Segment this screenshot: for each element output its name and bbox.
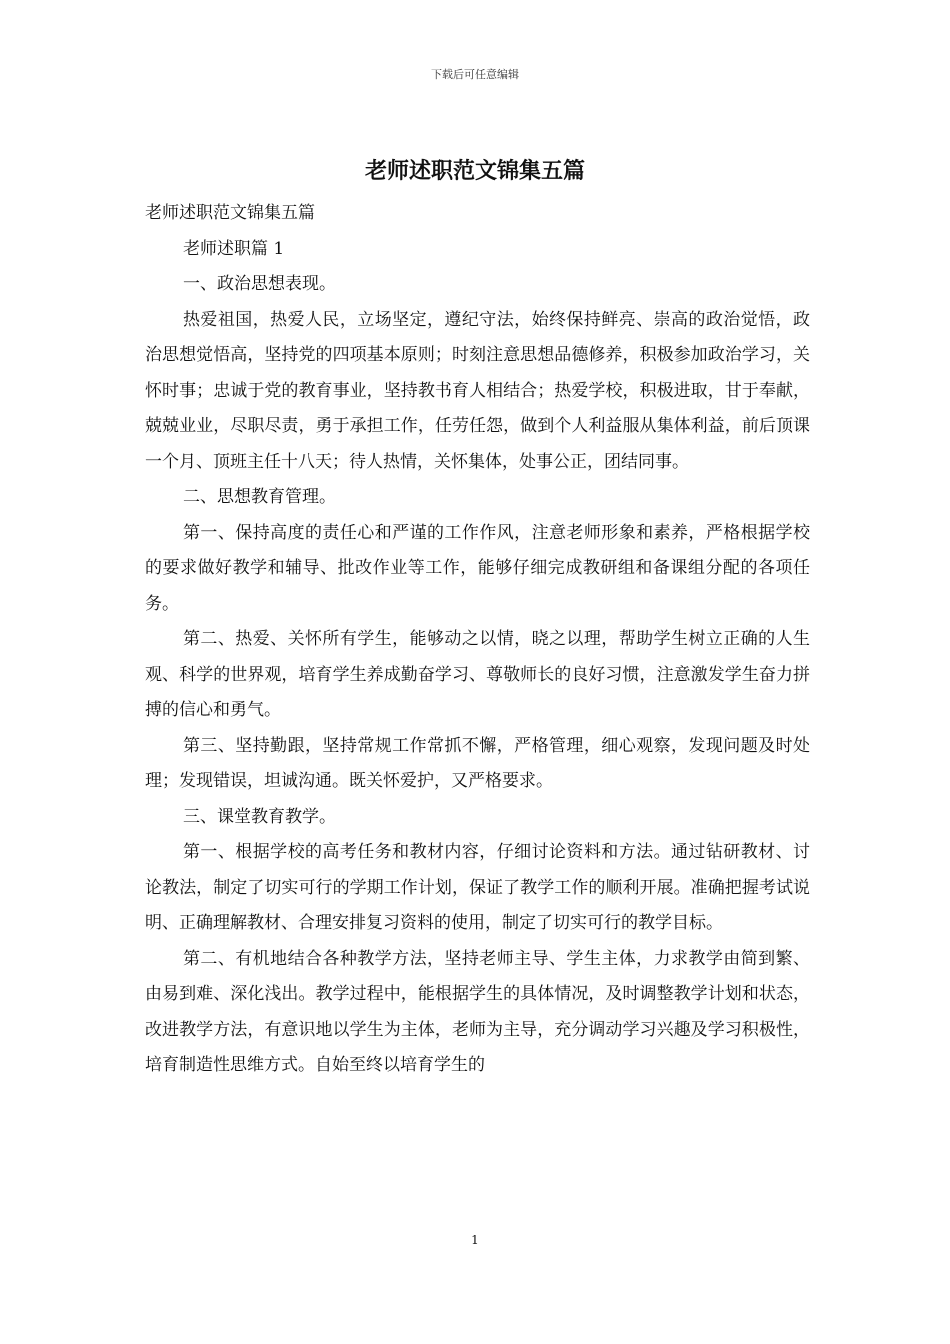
page-number: 1 (471, 1233, 479, 1247)
page-header: 下载后可任意编辑 (431, 68, 519, 81)
paragraph: 第一、保持高度的责任心和严谨的工作作风，注意老师形象和素养，严格根据学校的要求做好教学和辅导、批改作业等工作，能够仔细完成教研组和备课组分配的各项任务。 (145, 522, 810, 614)
document-subtitle: 老师述职范文锦集五篇 (145, 203, 315, 223)
paragraph: 热爱祖国，热爱人民，立场坚定，遵纪守法，始终保持鲜亮、崇高的政治觉悟，政治思想觉悟高，坚持党的四项基本原则；时刻注意思想品德修养，积极参加政治学习，关怀时事；忠诚于党的教育事业，坚持教书育人相结合；热爱学校，积极进取，甘于奉献，兢兢业业，尽职尽责，勇于承担工作，任劳任怨，做到个人利益服从集体利益，前后顶课一个月、顶班主任十八天；待人热情，关怀集体，处事公正，团结同事。 (145, 309, 810, 472)
paragraph-heading: 一、政治思想表现。 (183, 274, 336, 294)
section-heading: 老师述职篇 1 (183, 238, 285, 259)
paragraph-heading: 二、思想教育管理。 (183, 487, 336, 507)
paragraph-heading: 三、课堂教育教学。 (183, 806, 336, 827)
paragraph: 第二、有机地结合各种教学方法，坚持老师主导、学生主体，力求教学由简到繁、由易到难、深化浅出。教学过程中，能根据学生的具体情况，及时调整教学计划和状态，改进教学方法，有意识地以学生为主体，老师为主导，充分调动学习兴趣及学习积极性，培育制造性思维方式。自始至终以培育学生的 (145, 948, 810, 1075)
paragraph: 第一、根据学校的高考任务和教材内容，仔细讨论资料和方法。通过钻研教材、讨论教法，制定了切实可行的学期工作计划，保证了教学工作的顺利开展。准确把握考试说明、正确理解教材、合理安排复习资料的使用，制定了切实可行的教学目标。 (145, 842, 810, 933)
paragraph: 第三、坚持勤跟，坚持常规工作常抓不懈，严格管理，细心观察，发现问题及时处理；发现错误，坦诚沟通。既关怀爱护，又严格要求。 (145, 735, 810, 791)
paragraph: 第二、热爱、关怀所有学生，能够动之以情，晓之以理，帮助学生树立正确的人生观、科学的世界观，培育学生养成勤奋学习、尊敬师长的良好习惯，注意激发学生奋力拼搏的信心和勇气。 (145, 629, 810, 720)
document-title: 老师述职范文锦集五篇 (364, 158, 585, 184)
document-body (145, 196, 810, 1084)
